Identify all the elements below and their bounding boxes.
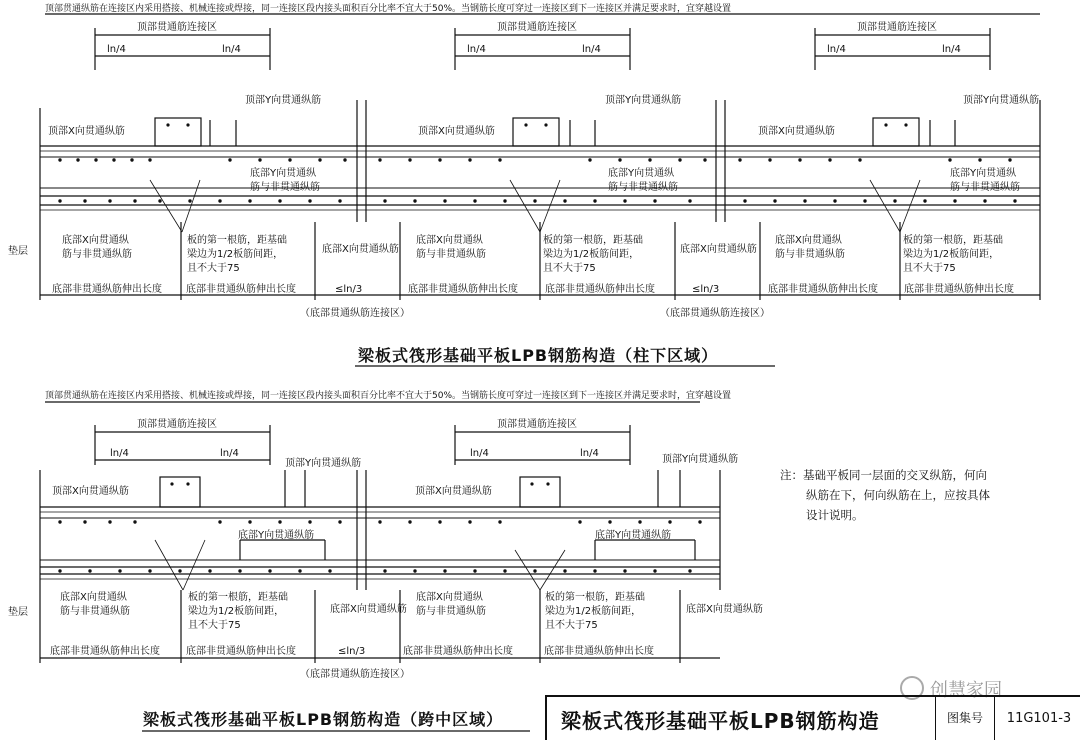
diagram-label: 底部X向贯通纵 — [775, 235, 842, 246]
watermark-text: 创慧家园 — [930, 680, 1002, 701]
diagram-label: 底部非贯通纵筋伸出长度 — [186, 284, 296, 295]
diagram-label: 顶部贯通筋连接区 — [497, 419, 577, 430]
diagram-label: 筋与非贯通纵筋 — [250, 182, 320, 193]
atlas-number-label: 图集号 — [935, 697, 995, 740]
diagram-label: （底部贯通纵筋连接区） — [660, 308, 770, 319]
diagram-label: 且不大于75 — [903, 263, 956, 274]
diagram-label: 筋与非贯通纵筋 — [950, 182, 1020, 193]
caption-column-zone: 梁板式筏形基础平板LPB钢筋构造（柱下区域） — [358, 346, 719, 365]
diagram-label: 顶部X向贯通纵筋 — [52, 486, 129, 497]
diagram-label: 顶部X向贯通纵筋 — [418, 126, 495, 137]
diagram-label: ln/4 — [222, 44, 241, 55]
diagram-label: 梁边为1/2板筋间距， — [187, 249, 284, 260]
diagram-label: 底部Y向贯通纵 — [250, 168, 317, 179]
diagram-label: 底部X向贯通纵筋 — [330, 604, 407, 615]
diagram-label: 筋与非贯通纵筋 — [775, 249, 845, 260]
caption-midspan-zone: 梁板式筏形基础平板LPB钢筋构造（跨中区域） — [143, 710, 504, 729]
diagram-label: 底部非贯通纵筋伸出长度 — [403, 646, 513, 657]
diagram-label: 顶部Y向贯通纵筋 — [662, 454, 739, 465]
diagram-label: 且不大于75 — [187, 263, 240, 274]
diagram-label: ln/4 — [580, 448, 599, 459]
diagram-label: 底部Y向贯通纵筋 — [595, 530, 672, 541]
diagram-label: 筋与非贯通纵筋 — [608, 182, 678, 193]
diagram-label: 底部X向贯通纵筋 — [680, 244, 757, 255]
diagram-label: 顶部X向贯通纵筋 — [48, 126, 125, 137]
note-line: 注：基础平板同一层面的交叉纵筋，何向 — [780, 468, 987, 482]
diagram-label: 底部非贯通纵筋伸出长度 — [408, 284, 518, 295]
diagram-label: ln/4 — [220, 448, 239, 459]
diagram-label: 底部Y向贯通纵 — [608, 168, 675, 179]
diagram-label: 底部非贯通纵筋伸出长度 — [544, 646, 654, 657]
diagram-label: 底部X向贯通纵 — [416, 235, 483, 246]
drawing-title: 梁板式筏形基础平板LPB钢筋构造 — [561, 709, 880, 733]
diagram-label: 板的第一根筋，距基础 — [545, 592, 645, 603]
note-line: 设计说明。 — [806, 508, 864, 522]
diagram-label: 顶部贯通筋连接区 — [857, 22, 937, 33]
diagram-label: 梁边为1/2板筋间距， — [543, 249, 640, 260]
diagram-label: 底部X向贯通纵 — [60, 592, 127, 603]
diagram-label: 底部非贯通纵筋伸出长度 — [904, 284, 1014, 295]
diagram-label: 筋与非贯通纵筋 — [416, 249, 486, 260]
diagram-label: 底部非贯通纵筋伸出长度 — [50, 646, 160, 657]
diagram-label: 底部Y向贯通纵筋 — [238, 530, 315, 541]
diagram-label: 顶部X向贯通纵筋 — [415, 486, 492, 497]
diagram-label: 底部非贯通纵筋伸出长度 — [186, 646, 296, 657]
diagram-label: 底部X向贯通纵筋 — [686, 604, 763, 615]
diagram-label: ln/4 — [107, 44, 126, 55]
diagram-label: （底部贯通纵筋连接区） — [300, 308, 410, 319]
diagram-label: ln/4 — [110, 448, 129, 459]
diagram-label: 梁边为1/2板筋间距， — [903, 249, 1000, 260]
diagram-label: ≤ln/3 — [338, 646, 366, 657]
diagram-label: 垫层 — [8, 246, 28, 257]
diagram-label: 底部非贯通纵筋伸出长度 — [52, 284, 162, 295]
design-note — [780, 465, 1050, 525]
diagram-label: 顶部贯通筋连接区 — [137, 419, 217, 430]
diagram-label: 板的第一根筋，距基础 — [187, 235, 287, 246]
diagram-label: 垫层 — [8, 607, 28, 618]
diagram-label: 筋与非贯通纵筋 — [62, 249, 132, 260]
diagram-label: ln/4 — [582, 44, 601, 55]
diagram-label: （底部贯通纵筋连接区） — [300, 669, 410, 680]
diagram-label: ≤ln/3 — [335, 284, 363, 295]
diagram-label: 顶部Y向贯通纵筋 — [605, 95, 682, 106]
diagram-label: 顶部Y向贯通纵筋 — [285, 458, 362, 469]
diagram-label: 顶部贯通纵筋在连接区内采用搭接、机械连接或焊接，同一连接区段内接头面积百分比率不宜大于50%。当钢筋长度可穿过一连接区到下一连接区并满足要求时，宜穿越设置 — [45, 391, 732, 401]
diagram-label: 板的第一根筋，距基础 — [903, 235, 1003, 246]
diagram-label: 顶部Y向贯通纵筋 — [963, 95, 1040, 106]
header-note: 顶部贯通纵筋在连接区内采用搭接、机械连接或焊接，同一连接区段内接头面积百分比率不宜大于50%。当钢筋长度可穿过一连接区到下一连接区并满足要求时，宜穿越设置 — [45, 4, 732, 14]
title-block — [545, 695, 1080, 740]
diagram-label: 底部Y向贯通纵 — [950, 168, 1017, 179]
diagram-label: 且不大于75 — [188, 620, 241, 631]
diagram-label: 底部非贯通纵筋伸出长度 — [768, 284, 878, 295]
atlas-number-value: 11G101-3 — [1006, 711, 1072, 726]
note-line: 纵筋在下，何向纵筋在上，应按具体 — [806, 488, 990, 502]
diagram-label: 筋与非贯通纵筋 — [60, 606, 130, 617]
diagram-label: ≤ln/3 — [692, 284, 720, 295]
diagram-label: 梁边为1/2板筋间距， — [188, 606, 285, 617]
diagram-label: 顶部X向贯通纵筋 — [758, 126, 835, 137]
diagram-label: ln/4 — [942, 44, 961, 55]
diagram-label: ln/4 — [470, 448, 489, 459]
diagram-label: 且不大于75 — [545, 620, 598, 631]
diagram-label: 顶部贯通筋连接区 — [137, 22, 217, 33]
diagram-label: 板的第一根筋，距基础 — [188, 592, 288, 603]
diagram-column-zone — [8, 2, 1040, 319]
diagram-label: 底部X向贯通纵筋 — [322, 244, 399, 255]
diagram-label: 且不大于75 — [543, 263, 596, 274]
diagram-label: 底部X向贯通纵 — [416, 592, 483, 603]
diagram-midspan-zone — [8, 389, 763, 680]
diagram-label: 板的第一根筋，距基础 — [543, 235, 643, 246]
diagram-label: 梁边为1/2板筋间距， — [545, 606, 642, 617]
diagram-label: 底部X向贯通纵 — [62, 235, 129, 246]
diagram-label: 筋与非贯通纵筋 — [416, 606, 486, 617]
diagram-label: 顶部贯通筋连接区 — [497, 22, 577, 33]
diagram-label: 底部非贯通纵筋伸出长度 — [545, 284, 655, 295]
diagram-label: 顶部Y向贯通纵筋 — [245, 95, 322, 106]
diagram-label: ln/4 — [467, 44, 486, 55]
diagram-label: ln/4 — [827, 44, 846, 55]
